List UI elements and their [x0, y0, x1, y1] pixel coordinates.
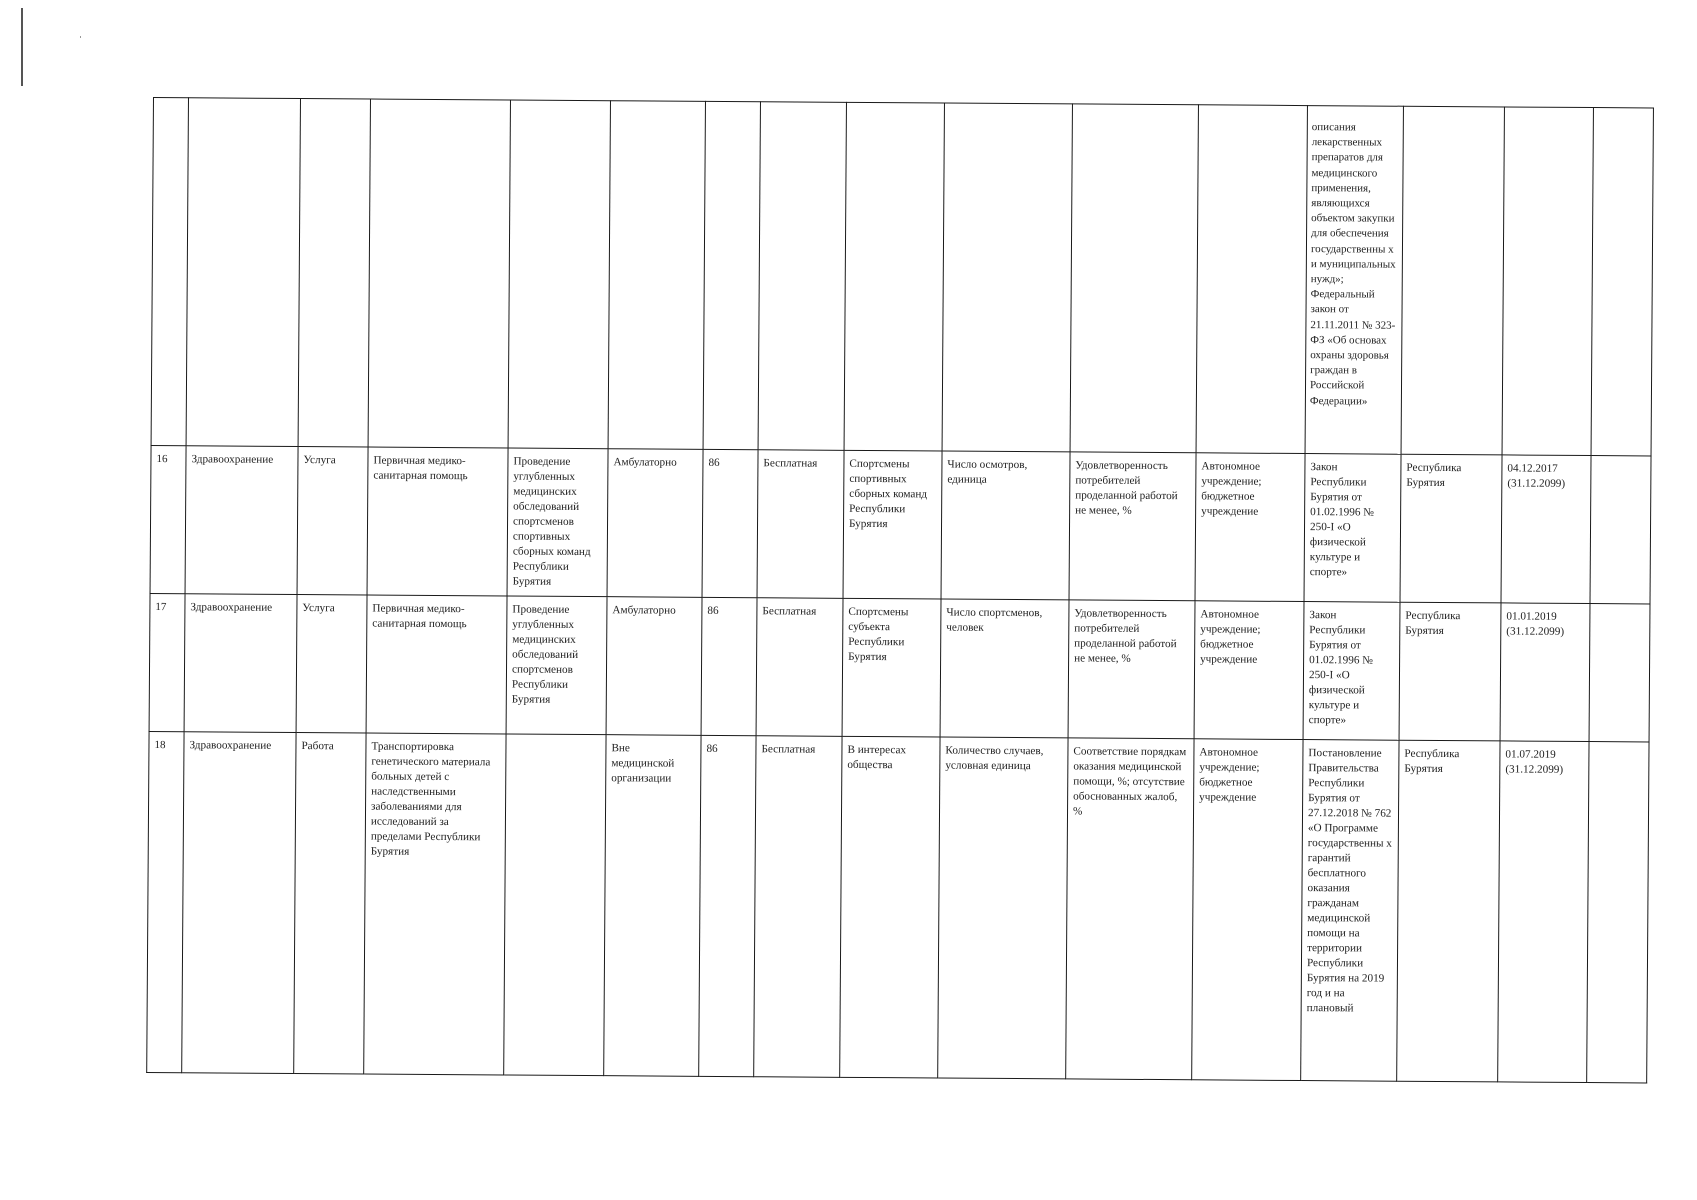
- cell-consumers: Спортсмены субъекта Республики Бурятия: [842, 598, 941, 737]
- cell-date: 04.12.2017 (31.12.2099): [1501, 455, 1591, 604]
- cell-row-number: 18: [147, 731, 184, 1072]
- scan-artifact-dot: [80, 36, 81, 38]
- cell-service-name: Первичная медико-санитарная помощь: [366, 595, 507, 734]
- services-register-table: [146, 97, 1654, 1083]
- cell-legal-basis: Закон Республики Бурятия от 01.02.1996 № 250-I «О физической культуре и спорте»: [1304, 454, 1401, 603]
- cell-date: 01.07.2019 (31.12.2099): [1498, 741, 1589, 1083]
- cell-content: Проведение углубленных медицинских обследований спортсменов спортивных сборных команд Республики Бурятия: [507, 448, 608, 597]
- cell-sphere: Здравоохранение: [185, 446, 298, 595]
- cell-empty: [1590, 456, 1651, 604]
- cell-legal-basis: описания лекарственных препаратов для медицинского применения, являющихся объектом закупки для обеспечения государственны х и муниципальных нужд»; Федеральный закон от 21.11.2011 № 323-ФЗ «Об основах охраны здоровья граждан в Российской Федерации»: [1305, 106, 1403, 455]
- cell-kind: Услуга: [297, 447, 368, 595]
- cell-consumers: Спортсмены спортивных сборных команд Республики Бурятия: [843, 450, 942, 599]
- table-row: [150, 445, 1651, 603]
- cell-condition: Вне медицинской организации: [604, 735, 701, 1077]
- cell-empty: [608, 101, 705, 450]
- cell-institution-type: Автономное учреждение; бюджетное учреждение: [1192, 739, 1303, 1081]
- cell-payment: Бесплатная: [756, 598, 843, 737]
- cell-quality-indicator: Удовлетворенность потребителей проделанной работой не менее, %: [1068, 600, 1195, 739]
- cell-date: 01.01.2019 (31.12.2099): [1500, 603, 1590, 742]
- cell-quality-indicator: Удовлетворенность потребителей проделанной работой не менее, %: [1069, 452, 1196, 601]
- cell-empty: [186, 98, 300, 447]
- cell-empty: [508, 100, 610, 449]
- cell-empty: [1591, 108, 1653, 456]
- cell-institution-type: Автономное учреждение; бюджетное учреждение: [1194, 601, 1304, 740]
- cell-empty: [1502, 107, 1593, 456]
- cell-volume-indicator: Число осмотров, единица: [941, 451, 1070, 600]
- cell-legal-basis: Постановление Правительства Республики Бурятия от 27.12.2018 № 762 «О Программе государственны х гарантий бесплатного оказания гражданам медицинской помощи на территории Республики Бурятия на 2019 год и на плановый: [1301, 740, 1399, 1082]
- cell-kind: Услуга: [296, 595, 367, 733]
- cell-empty: [1196, 105, 1307, 454]
- cell-row-number: 17: [149, 593, 185, 731]
- cell-condition: Амбулаторно: [607, 449, 703, 598]
- cell-volume-indicator: Количество случаев, условная единица: [938, 737, 1068, 1079]
- cell-code: 86: [699, 735, 756, 1076]
- cell-founder: Республика Бурятия: [1400, 454, 1502, 603]
- cell-content: Проведение углубленных медицинских обследований спортсменов Республики Бурятия: [506, 596, 607, 735]
- cell-service-name: Первичная медико-санитарная помощь: [367, 447, 508, 596]
- cell-sphere: Здравоохранение: [184, 594, 297, 733]
- cell-empty: [703, 101, 760, 449]
- cell-code: 86: [702, 449, 758, 597]
- register-sheet: [146, 97, 1653, 1082]
- cell-empty: [1401, 106, 1504, 455]
- cell-founder: Республика Бурятия: [1399, 602, 1501, 741]
- cell-payment: Бесплатная: [754, 736, 842, 1078]
- cell-volume-indicator: Число спортсменов, человек: [940, 599, 1069, 738]
- cell-empty: [298, 99, 370, 447]
- cell-service-name: Транспортировка генетического материала больных детей с наследственными заболеваниями для исследований за пределами Республики Бурятия: [364, 733, 506, 1075]
- cell-legal-basis: Закон Республики Бурятия от 01.02.1996 № 250-I «О физической культуре и спорте»: [1303, 602, 1400, 741]
- cell-quality-indicator: Соответствие порядкам оказания медицинской помощи, %; отсутствие обоснованных жалоб, %: [1066, 738, 1194, 1080]
- cell-empty: [1589, 604, 1650, 742]
- table-row: [149, 593, 1650, 741]
- cell-empty: [758, 102, 846, 451]
- cell-empty: [1070, 104, 1198, 453]
- cell-sphere: Здравоохранение: [182, 732, 296, 1074]
- cell-empty: [151, 98, 188, 446]
- cell-institution-type: Автономное учреждение; бюджетное учреждение: [1195, 453, 1305, 602]
- cell-kind: Работа: [294, 733, 366, 1074]
- scan-artifact-line: [21, 8, 23, 86]
- table-row: [147, 731, 1649, 1082]
- cell-row-number: 16: [150, 445, 186, 593]
- cell-empty: [1587, 742, 1649, 1083]
- cell-condition: Амбулаторно: [606, 597, 702, 736]
- cell-empty: [844, 102, 944, 451]
- cell-empty: [942, 103, 1072, 452]
- cell-empty: [368, 99, 510, 448]
- cell-founder: Республика Бурятия: [1397, 740, 1500, 1082]
- cell-code: 86: [701, 597, 757, 735]
- cell-consumers: В интересах общества: [840, 736, 940, 1078]
- cell-content: [504, 734, 606, 1076]
- table-row-continuation: [151, 98, 1653, 456]
- cell-payment: Бесплатная: [757, 450, 844, 599]
